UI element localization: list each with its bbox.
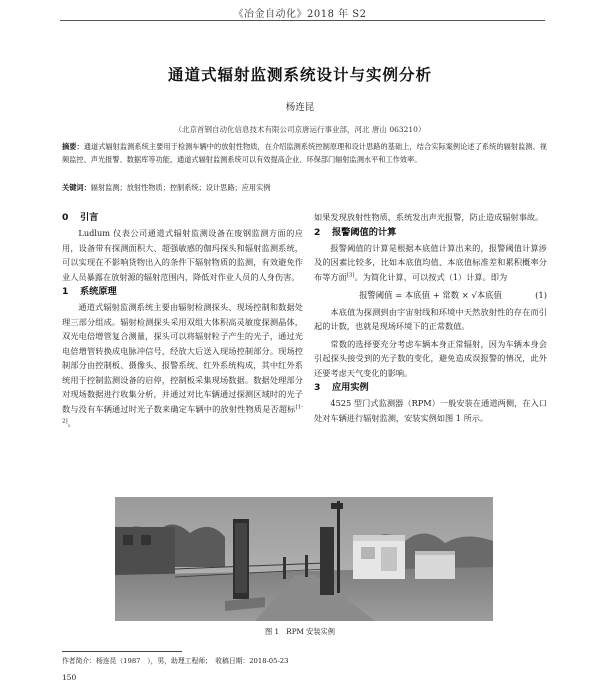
section-2-number: 2	[314, 226, 321, 238]
section-0-number: 0	[62, 212, 69, 223]
affiliation: （北京首钢自动化信息技术有限公司京唐运行事业部，河北 唐山 063210）	[174, 125, 426, 134]
section-3-number: 3	[314, 382, 321, 393]
abstract	[62, 140, 547, 166]
keywords	[62, 181, 547, 194]
figure-1-photo	[115, 497, 493, 621]
section-2-title: 报警阈值的计算	[332, 226, 397, 238]
principle-end: 。	[67, 418, 76, 428]
footnote-rule	[62, 651, 182, 652]
author-footnote: 作者简介：杨连昆（1987 ），男，助理工程师； 收稿日期：2018-05-23	[62, 657, 289, 665]
abstract-text: 通道式辐射监测系统主要用于检测车辆中的放射性物质，在介绍监测系统控制原理和设计思路的基础上，结合实际案例论述了系统的辐射监测、视频监控、声光报警、数据库等功能，通道式辐射监测系统可以有效提高企业、环保部门辐射监测水平和工作效率。	[62, 142, 547, 164]
page-number: 150	[62, 673, 77, 682]
section-1-number: 1	[62, 286, 69, 297]
keywords-label: 关键词：	[62, 183, 91, 192]
journal-header: 《冶金自动化》2018 年 S2	[233, 9, 367, 20]
header-rule	[60, 20, 545, 21]
threshold-end: 。为简化计算，可以按式（1）计算。即为	[354, 271, 508, 282]
intro-paragraph: Ludlum 仪表公司通道式辐射监测设备在废钢监测方面的应用，设备带有探测面积大、超强敏感的伽玛探头和辐射监测系统，可以实现在不影响货物出入的条件下辐射物质的监测，有效避免作业人员暴露在放射源的辐射范围内，降低对作业人员的人身伤害。	[62, 228, 303, 282]
rpm-installation-photo	[115, 497, 493, 621]
section-3-heading	[314, 380, 547, 396]
citation-3: [3]	[346, 271, 355, 278]
threshold-text: 报警阈值的计算是根据本底值计算出来的，报警阈值计算涉及的因素比较多，比如本底值均值、本底值标准差和累积概率分布等方面	[314, 242, 547, 282]
background-paragraph: 本底值为探测到由宇宙射线和环境中天然放射性的存在而引起的计数，也就是现场环境下的正常数值。	[314, 306, 547, 331]
right-column	[314, 210, 547, 425]
formula-text: 报警阈值 = 本底值 + 常数 × √本底值	[359, 290, 502, 300]
author: 杨连昆	[285, 102, 315, 113]
keywords-text: 辐射监测；放射性物质；控制系统；设计思路；应用实例	[90, 183, 271, 192]
threshold-paragraph	[314, 241, 547, 285]
principle-text: 通道式辐射监测系统主要由辐射检测探头、现场控制和数据处理三部分组成。辐射检测探头采用双组大体积高灵敏度探测晶体，双光电倍增管复合测量，探头可以将辐射粒子产生的光子，通过光电倍增管转换成电脉冲信号，经放大后送入现场控制部分。现场控制部分由控制板、摄像头、报警系统、红外系统构成，其中红外系统用于控制监测设备的启停，控制板采集现场数据。数据处理部分对现场数据进行收集分析，并通过对比车辆通过探测区域时的光子数与没有车辆通过时光子数来确定车辆中的放射性物质是否超标	[62, 302, 303, 414]
section-1-title: 系统原理	[80, 286, 117, 297]
section-0-heading	[62, 210, 303, 226]
formula-1	[314, 288, 547, 303]
abstract-label: 摘要：	[62, 142, 84, 151]
citation-1-2: [1-2]	[62, 403, 303, 425]
principle-paragraph	[62, 300, 303, 431]
section-3-title: 应用实例	[332, 382, 369, 393]
paper-title: 通道式辐射监测系统设计与实例分析	[167, 66, 432, 84]
left-column	[62, 210, 303, 431]
constant-paragraph: 常数的选择要充分考虑车辆本身正常辐射，因为车辆本身会引起探头接受到的光子数的变化，避免造成误报警的情况，此外还要考虑天气变化的影响。	[314, 338, 547, 378]
section-2-heading	[314, 225, 547, 241]
formula-number: (1)	[535, 290, 547, 300]
example-paragraph: 4525 型门式监测器（RPM）一般安装在通道两侧，在入口处对车辆进行辐射监测，安装实例如图 1 所示。	[314, 398, 547, 423]
figure-1-caption: 图 1 RPM 安装实例	[265, 627, 335, 636]
section-0-title: 引言	[80, 212, 99, 223]
section-1-heading	[62, 284, 303, 300]
carry-over-paragraph: 如果发现放射性物质，系统发出声光报警，防止造成辐射事故。	[314, 212, 544, 222]
